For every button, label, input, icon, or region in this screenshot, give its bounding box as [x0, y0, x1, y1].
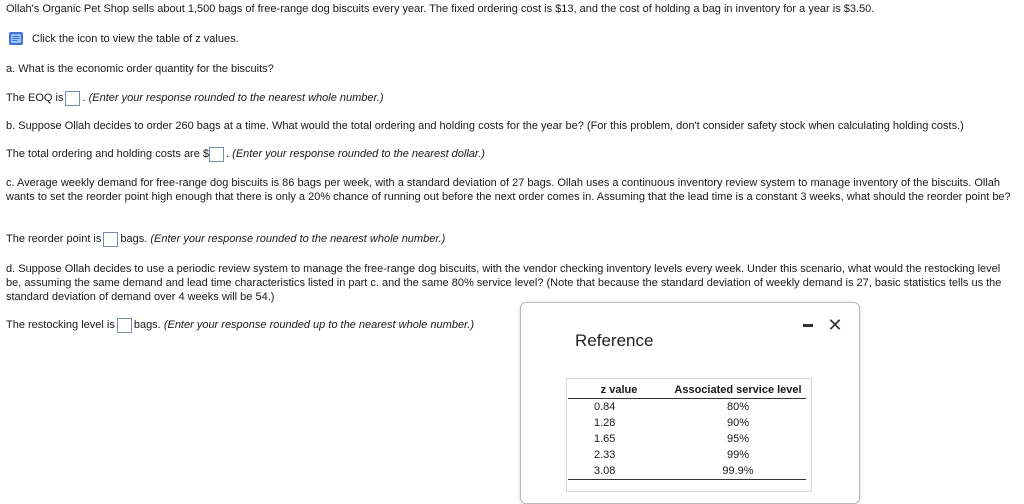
z-value-cell: 1.28 — [594, 417, 616, 429]
table-header-row — [568, 382, 806, 399]
service-level-cell: 90% — [726, 417, 750, 429]
service-level-cell: 95% — [726, 433, 750, 445]
part-b-suffix: . — [226, 148, 230, 161]
z-value-cell: 0.84 — [594, 401, 616, 413]
part-c-answer-row — [6, 231, 445, 247]
part-c-question: c. Average weekly demand for free-range dog biscuits is 86 bags per week, with a standard deviation of 27 bags. Ollah uses a continuous inventory review system to manage inventory of the biscuits. Ollah wants to set the reorder point high enough that there is only a 20% chance of running out before the next order comes in. Assuming that the lead time is a constant 3 weeks, what should the reorder point be? — [6, 177, 1011, 203]
reorder-point-input[interactable] — [103, 232, 118, 247]
table-row — [568, 463, 806, 480]
part-d-answer-row — [6, 317, 474, 333]
table-row — [568, 431, 806, 447]
column-header-service: Associated service level — [670, 382, 806, 399]
part-a-suffix: . — [82, 92, 86, 105]
column-header-z: z value — [568, 382, 670, 399]
reference-link-label[interactable]: Click the icon to view the table of z values. — [32, 32, 239, 45]
part-b-instruction: (Enter your response rounded to the nearest dollar.) — [232, 148, 485, 161]
table-row — [568, 399, 806, 416]
restocking-level-input[interactable] — [117, 318, 132, 333]
z-value-cell: 3.08 — [568, 463, 670, 480]
part-d-prefix: The restocking level is — [6, 319, 115, 332]
part-b-question: b. Suppose Ollah decides to order 260 bags at a time. What would the total ordering and holding costs for the year be? (For this problem, don't consider safety stock when calculating holding costs.) — [6, 120, 964, 132]
part-c-prefix: The reorder point is — [6, 233, 102, 246]
table-row — [568, 415, 806, 431]
eoq-input[interactable] — [65, 91, 80, 106]
part-a-answer-row — [6, 90, 384, 106]
table-row — [568, 447, 806, 463]
service-level-cell: 99% — [726, 449, 750, 461]
minimize-button[interactable] — [803, 324, 813, 327]
part-b-prefix: The total ordering and holding costs are $ — [6, 148, 210, 161]
service-level-cell: 99.9% — [670, 463, 806, 480]
part-a-instruction: (Enter your response rounded to the nearest whole number.) — [88, 92, 384, 105]
service-level-cell: 80% — [726, 401, 750, 413]
z-value-table — [568, 382, 806, 480]
total-cost-input[interactable] — [209, 147, 224, 162]
part-c-suffix: bags. — [120, 233, 148, 246]
part-d-question: d. Suppose Ollah decides to use a periodic review system to manage the free-range dog biscuits, with the vendor checking inventory levels every week. Under this scenario, what would the restocking level be, assuming the same demand and lead time characteristics listed in part c. and the same 80% service level? (Note that because the standard deviation of weekly demand is 27, basic statistics tells us the standard deviation of demand over 4 weeks will be 54.) — [6, 263, 1002, 303]
reference-link[interactable] — [8, 31, 239, 46]
part-d-instruction: (Enter your response rounded up to the nearest whole number.) — [163, 319, 475, 332]
part-b-answer-row — [6, 146, 485, 162]
part-a-prefix: The EOQ is — [6, 92, 64, 105]
part-a-question: a. What is the economic order quantity for the biscuits? — [6, 63, 274, 75]
close-button[interactable]: ✕ — [827, 315, 843, 335]
part-d-suffix: bags. — [133, 319, 161, 332]
dialog-title: Reference — [575, 331, 654, 350]
reference-dialog — [520, 302, 860, 504]
part-c-instruction: (Enter your response rounded to the nearest whole number.) — [150, 233, 446, 246]
book-icon[interactable] — [8, 31, 24, 46]
problem-intro: Ollah's Organic Pet Shop sells about 1,500 bags of free-range dog biscuits every year. The fixed ordering cost is $13, and the cost of holding a bag in inventory for a year is $3.50. — [6, 3, 875, 15]
z-value-cell: 2.33 — [594, 449, 616, 461]
z-value-cell: 1.65 — [594, 433, 616, 445]
